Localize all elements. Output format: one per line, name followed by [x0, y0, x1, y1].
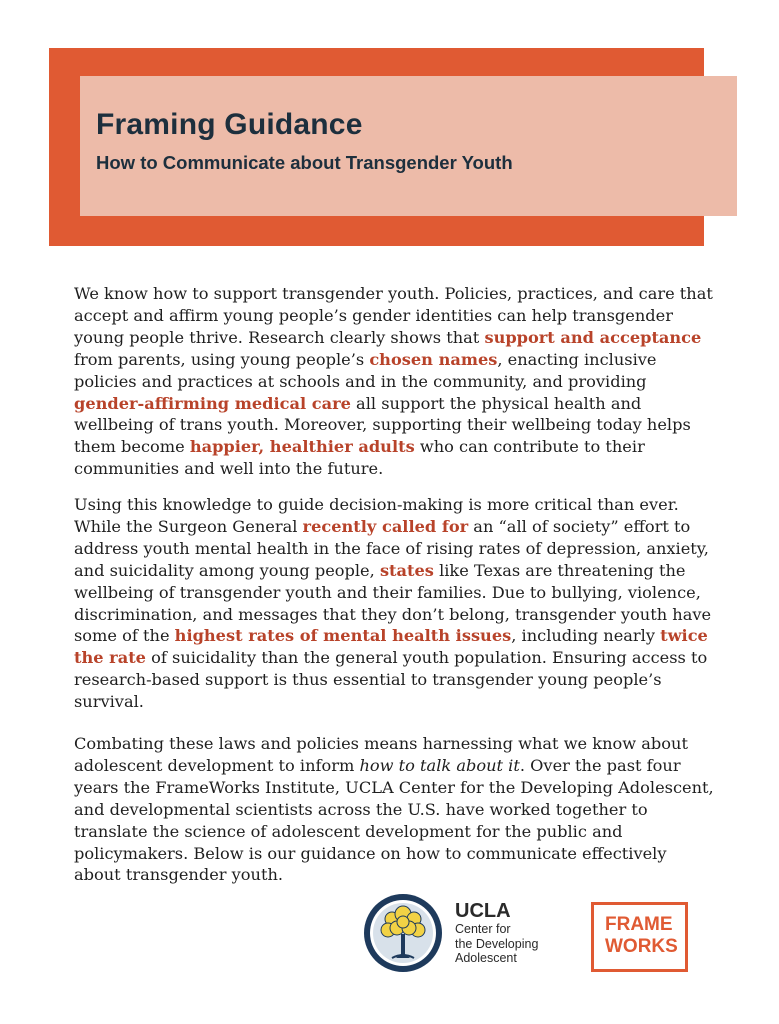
- inline-link[interactable]: gender-affirming medical care: [74, 393, 351, 413]
- page-subtitle: How to Communicate about Transgender Youth: [96, 152, 513, 173]
- body-text-run: all support the physical health and wellbeing of trans youth. Moreover, supporting their wellbeing today helps them become: [74, 393, 691, 457]
- paragraph-intro: [74, 283, 714, 480]
- frameworks-logo: [591, 902, 688, 972]
- body-text-run: who can contribute to their communities and well into the future.: [74, 437, 645, 479]
- inline-link[interactable]: chosen names: [369, 349, 498, 369]
- inline-link[interactable]: states: [379, 560, 434, 580]
- inline-link[interactable]: twice the rate: [74, 626, 708, 668]
- inline-link[interactable]: highest rates of mental health issues: [174, 626, 512, 646]
- inline-link[interactable]: happier, healthier adults: [189, 437, 415, 457]
- body-text-run: from parents, using young people’s: [74, 349, 370, 369]
- ucla-tree-logo: [362, 892, 444, 974]
- ucla-line-2: the Developing: [455, 936, 539, 951]
- ucla-wordmark: [455, 900, 538, 966]
- emphasis-text: how to talk about it: [359, 755, 520, 775]
- body-text-run: Using this knowledge to guide decision-making is more critical than ever. While the Surgeon General: [74, 495, 679, 536]
- body-text-run: , including nearly: [511, 626, 661, 646]
- inline-link[interactable]: support and acceptance: [484, 327, 702, 347]
- body-text-run: like Texas are threatening the wellbeing of transgender youth and their families. Due to bullying, violence, discrimination, and messages that they don’t belong, transgender youth have some of the: [74, 560, 712, 646]
- body-text-run: . Over the past four years the FrameWorks Institute, UCLA Center for the Developing Adolescent, and developmental scientists across the U.S. have worked together to translate the science of adolescent development for the public and policymakers. Below is our guidance on how to communicate effectively about transgender youth.: [74, 755, 714, 885]
- header-box: [80, 76, 737, 216]
- ucla-line-3: Adolescent: [455, 951, 517, 965]
- paragraph-guidance: [74, 733, 714, 886]
- frameworks-line-1: FRAME: [605, 914, 673, 935]
- body-text-run: Combating these laws and policies means harnessing what we know about adolescent development to inform: [74, 734, 688, 775]
- body-text-run: of suicidality than the general youth population. Ensuring access to research-based support is thus essential to transgender young people’s survival.: [74, 648, 708, 712]
- body-text-run: We know how to support transgender youth. Policies, practices, and care that accept and affirm young people’s gender identities can help transgender young people thrive. Research clearly shows that: [74, 284, 713, 347]
- ucla-line-1: Center for: [455, 922, 511, 936]
- body-text-run: an “all of society” effort to address youth mental health in the face of rising rates of depression, anxiety, and suicidality among young people,: [74, 516, 709, 580]
- ucla-name: UCLA: [455, 900, 511, 922]
- inline-link[interactable]: recently called for: [302, 516, 469, 536]
- frameworks-line-2: WORKS: [605, 936, 678, 957]
- paragraph-urgency: [74, 494, 714, 713]
- body-text-run: , enacting inclusive policies and practices at schools and in the community, and providing: [74, 349, 657, 391]
- page-title: Framing Guidance: [96, 108, 363, 141]
